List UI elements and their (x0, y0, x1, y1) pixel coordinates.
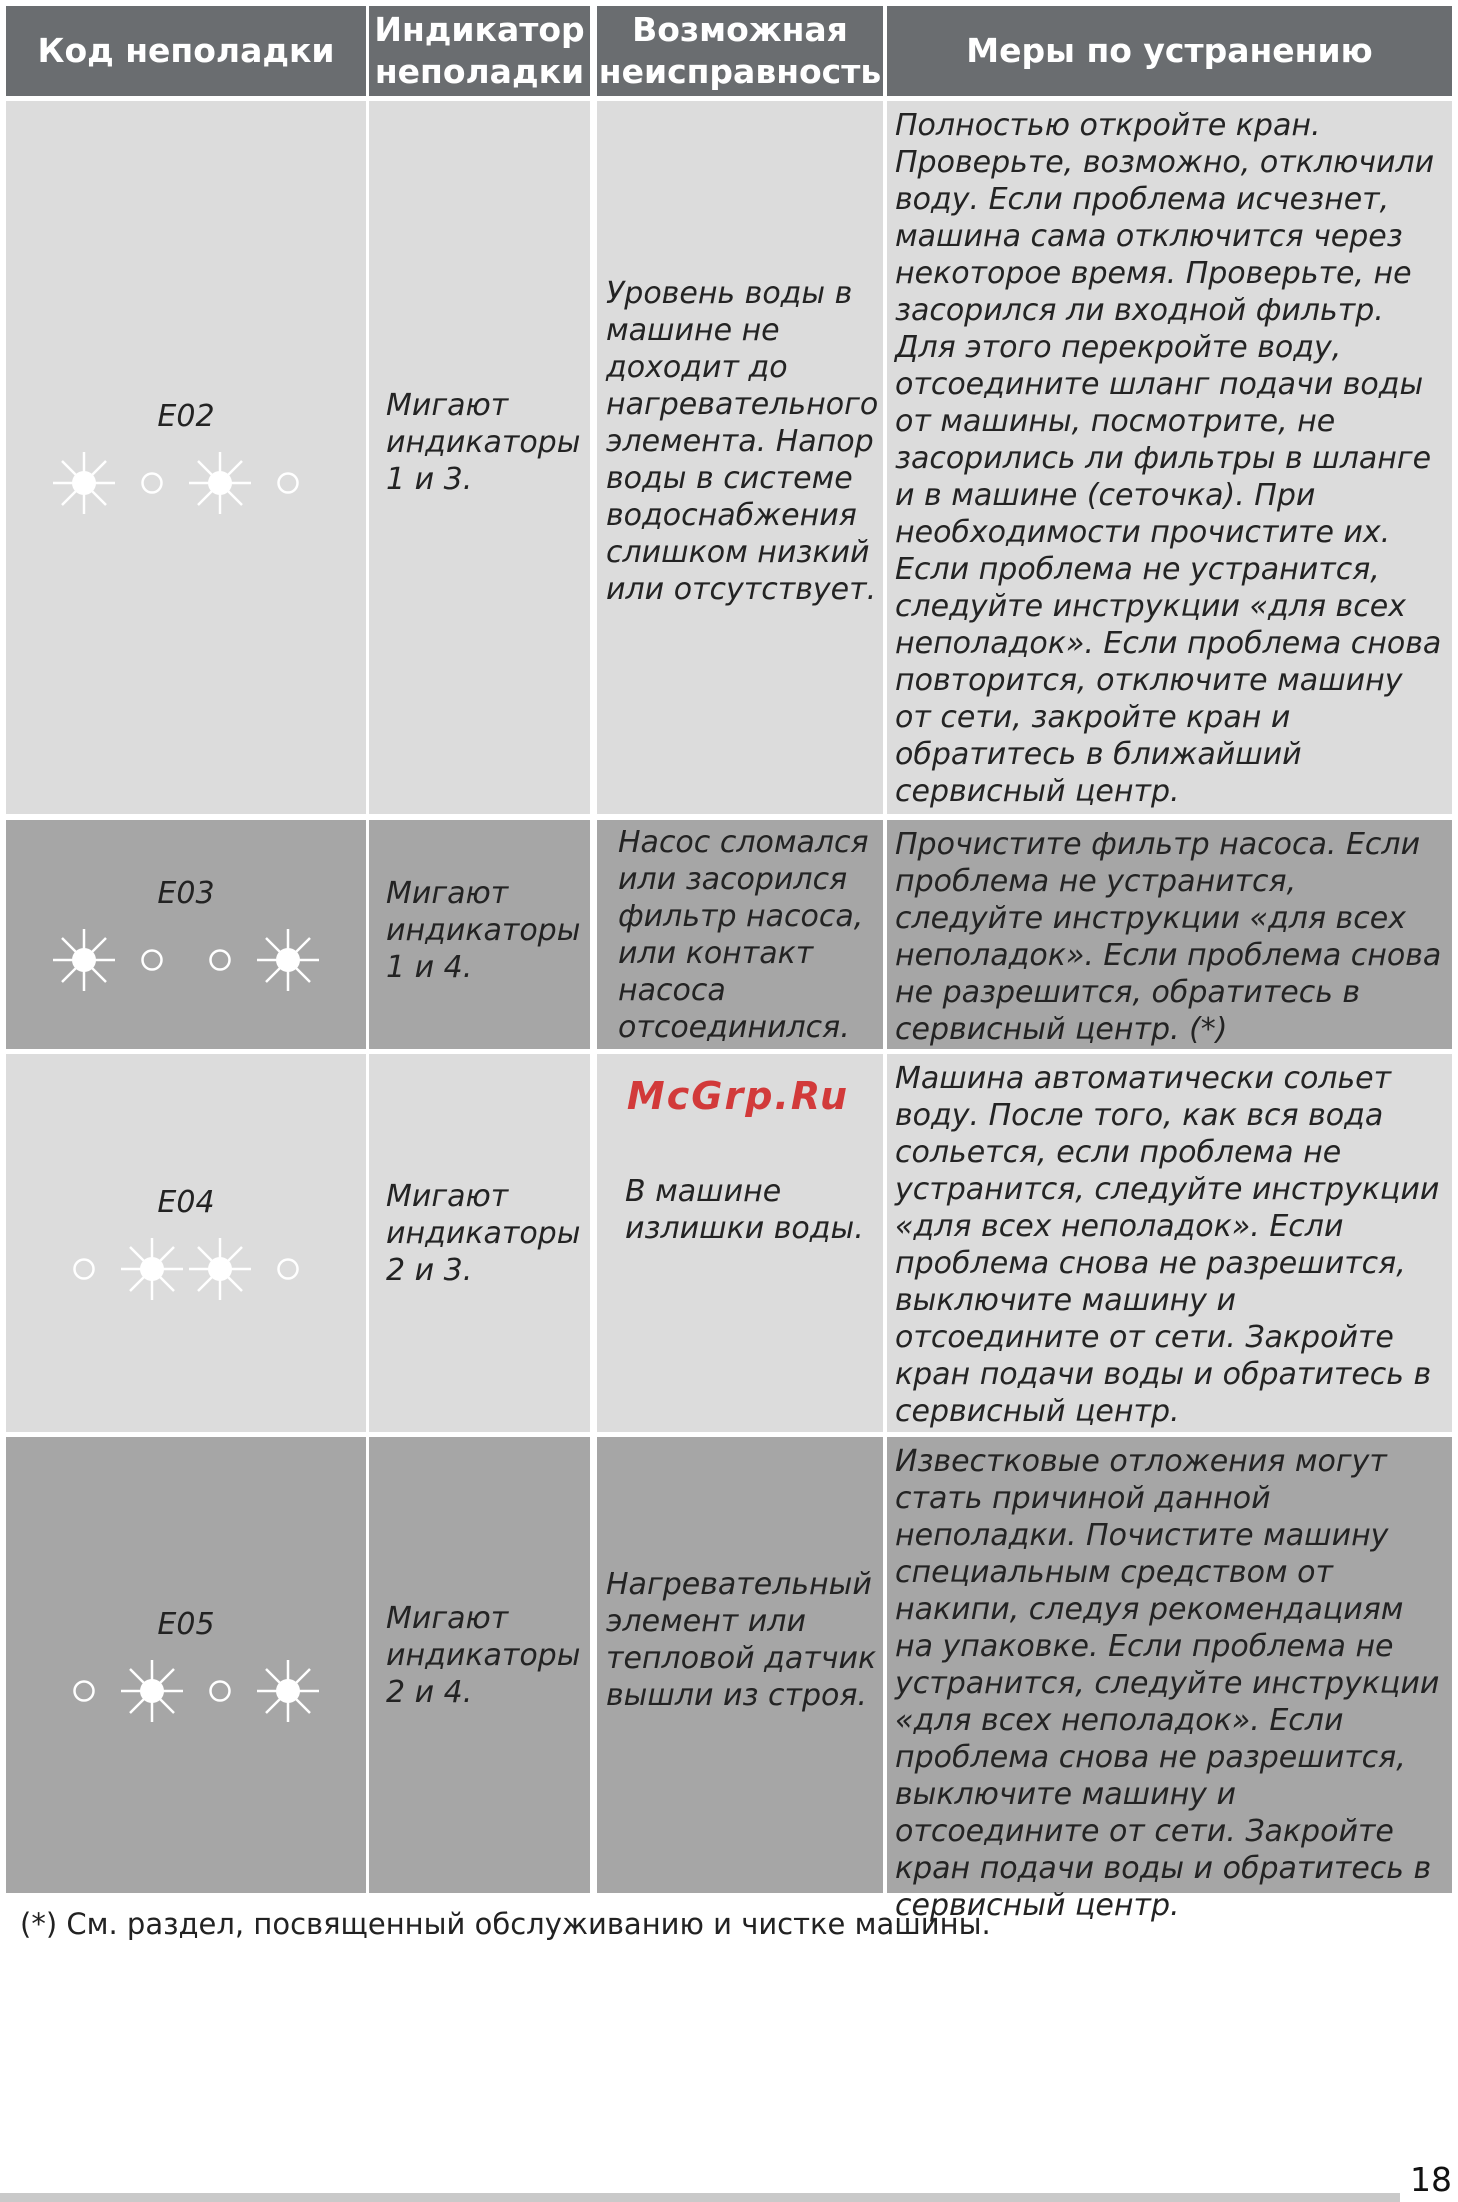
row-e03-measures-cell (887, 820, 1452, 1049)
error-code: E02 (157, 399, 215, 434)
measures-text: Машина автоматически сольет воду. После того, как вся вода сольется, если проблема не устранится, следуйте инструкции «для всех неполадок». Если проблема снова не разрешится, выключите машину и отсоедините от сети. Закройте кран подачи воды и обратитесь в сервисный центр. (895, 1061, 1440, 1429)
fault-text: В машине излишки воды. (625, 1174, 864, 1246)
row-e05-measures-cell (887, 1437, 1452, 1923)
header-fault-label: Возможная неисправность (598, 10, 882, 91)
header-fault (597, 6, 883, 96)
off-led-icon (254, 449, 322, 517)
error-code: E03 (157, 876, 215, 911)
row-e02-indicator-cell (369, 101, 590, 814)
header-code-label: Код неполадки (37, 31, 335, 70)
off-led-icon (186, 926, 254, 994)
header-code (6, 6, 366, 96)
fault-text: Насос сломался или засорился фильтр насоса, или контакт насоса отсоединился. (618, 824, 869, 1045)
blinking-led-icon (254, 926, 322, 994)
row-e03-fault-cell (597, 820, 883, 1049)
error-code: E04 (157, 1184, 215, 1220)
led-group (6, 1657, 366, 1725)
measures-text: Прочистите фильтр насоса. Если проблема не устранится, следуйте инструкции «для всех неполадок». Если проблема снова не разрешится, обратитесь в сервисный центр. (*) (895, 827, 1442, 1047)
off-led-icon (118, 449, 186, 517)
measures-text: Известковые отложения могут стать причиной данной неполадки. Почистите машину специальным средством от накипи, следуя рекомендациям на упаковке. Если проблема не устранится, следуйте инструкции «для всех неполадок». Если проблема снова не разрешится, выключите машину и отсоедините от сети. Закройте кран подачи воды и обратитесь в сервисный центр. (895, 1444, 1440, 1923)
page-number: 18 (1410, 2160, 1452, 2199)
row-e04-indicator-cell (369, 1054, 590, 1432)
off-led-icon (254, 1235, 322, 1303)
blinking-led-icon (186, 1235, 254, 1303)
header-indicator-label: Индикатор неполадки (374, 10, 585, 91)
blinking-led-icon (118, 1235, 186, 1303)
row-e04-measures-cell (887, 1054, 1452, 1432)
row-e05-indicator-cell (369, 1437, 590, 1893)
error-code: E05 (157, 1606, 215, 1642)
blinking-led-icon (254, 1657, 322, 1725)
blinking-led-icon (186, 449, 254, 517)
blinking-led-icon (50, 926, 118, 994)
header-measures (887, 6, 1452, 96)
blinking-led-icon (118, 1657, 186, 1725)
measures-text: Полностью откройте кран. Проверьте, возможно, отключили воду. Если проблема исчезнет, машина сама отключится через некоторое время. Проверьте, не засорился ли входной фильтр. Для этого перекройте воду, отсоедините шланг подачи воды от машины, посмотрите, не засорились ли фильтры в шланге и в машине (сеточка). При необходимости прочистите их. Если проблема не устранится, следуйте инструкции «для всех неполадок». Если проблема снова повторится, отключите машину от сети, закройте кран и обратитесь в ближайший сервисный центр. (895, 108, 1442, 809)
header-indicator (369, 6, 590, 96)
row-e02-measures-cell (887, 101, 1452, 814)
indicator-text: Мигают индикаторы 2 и 4. (386, 1600, 581, 1710)
row-e02-fault-cell (597, 101, 883, 814)
row-e04-fault-cell (597, 1054, 883, 1432)
row-e03-indicator-cell (369, 820, 590, 1049)
indicator-text: Мигают индикаторы 2 и 3. (386, 1178, 581, 1288)
indicator-text: Мигают индикаторы 1 и 4. (386, 876, 581, 985)
led-group (6, 1235, 366, 1303)
off-led-icon (50, 1235, 118, 1303)
off-led-icon (186, 1657, 254, 1725)
indicator-text: Мигают индикаторы 1 и 3. (386, 388, 581, 497)
watermark-logo: McGrp.Ru (626, 1074, 850, 1118)
footnote: (*) См. раздел, посвященный обслуживанию и чистке машины. (20, 1907, 991, 1941)
led-group (6, 926, 366, 994)
led-group (6, 449, 366, 517)
off-led-icon (118, 926, 186, 994)
row-e05-fault-cell (597, 1437, 883, 1893)
fault-text: Уровень воды в машине не доходит до нагревательного элемента. Напор воды в системе водоснабжения слишком низкий или отсутствует. (606, 276, 879, 607)
blinking-led-icon (50, 449, 118, 517)
row-e04-code-cell (6, 1054, 366, 1432)
row-e02-code-cell (6, 101, 366, 814)
row-e03-code-cell (6, 820, 366, 1049)
fault-text: Нагревательный элемент или тепловой датчик вышли из строя. (606, 1567, 877, 1713)
off-led-icon (50, 1657, 118, 1725)
header-measures-label: Меры по устранению (966, 31, 1373, 70)
row-e05-code-cell (6, 1437, 366, 1893)
bottom-rule (0, 2193, 1400, 2202)
